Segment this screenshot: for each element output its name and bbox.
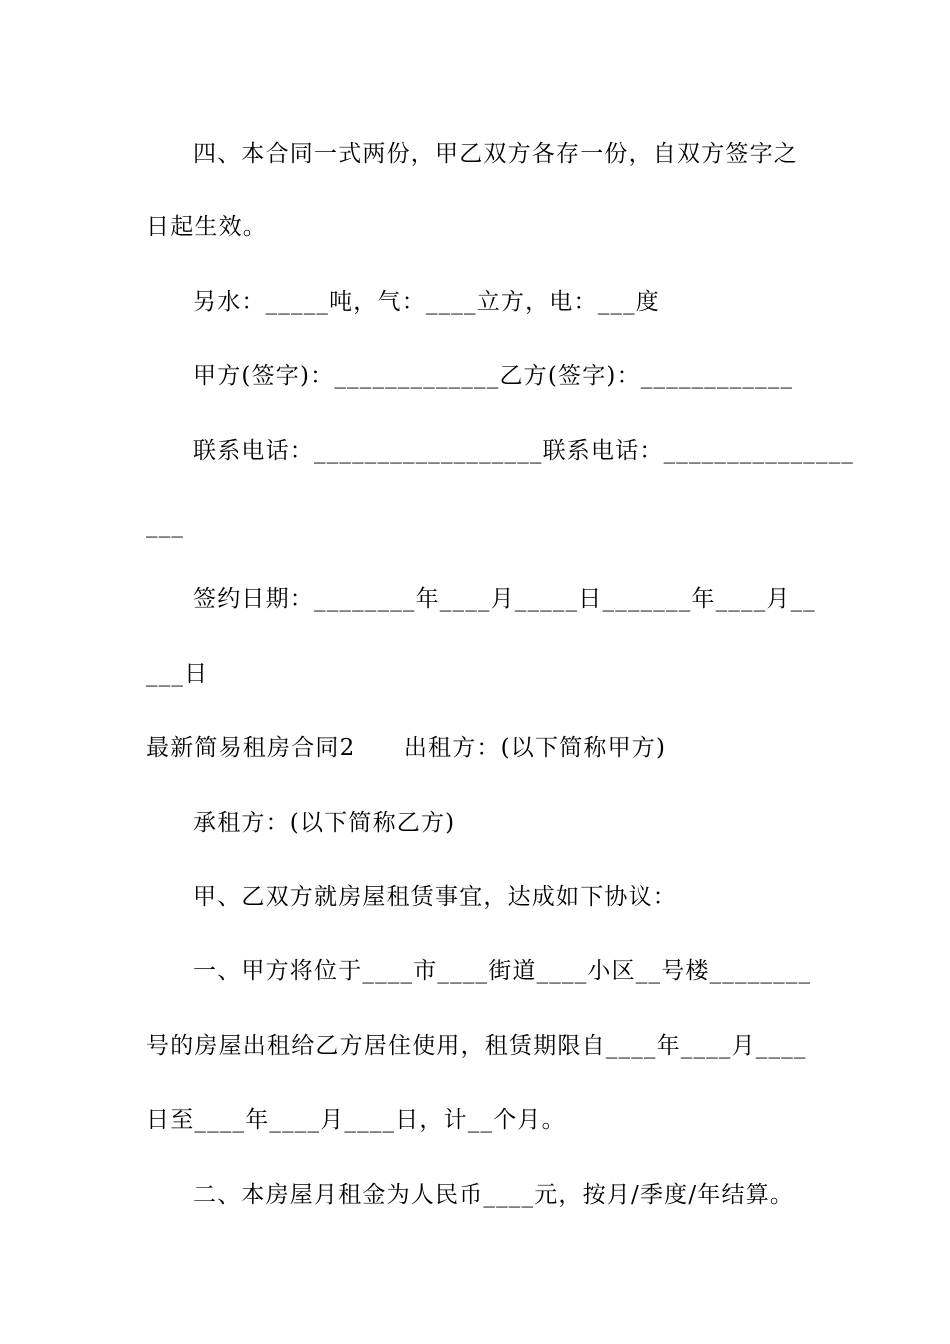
phone-line-continued: ___: [146, 512, 185, 538]
contract-title-lessor-line: 最新简易租房合同2 出租方：(以下简称甲方): [146, 735, 667, 761]
utilities-line: 另水：_____吨，气：____立方，电：___度: [193, 289, 660, 315]
lessee-line: 承租方：(以下简称乙方): [193, 810, 456, 836]
clause-four-line-1: 四、本合同一式两份，甲乙双方各存一份，自双方签字之: [193, 141, 798, 167]
clause-one-line-3: 日至____年____月____日，计__个月。: [146, 1107, 566, 1133]
clause-four-line-2: 日起生效。: [146, 214, 267, 240]
clause-one-line-2: 号的房屋出租给乙方居住使用，租赁期限自____年____月____: [146, 1033, 807, 1059]
signing-date-line: 签约日期：________年____月_____日_______年____月__: [193, 586, 816, 612]
signing-date-line-continued: ___日: [146, 661, 209, 687]
clause-one-line-1: 一、甲方将位于____市____街道____小区__号楼________: [193, 958, 812, 984]
agreement-intro-line: 甲、乙双方就房屋租赁事宜，达成如下协议：: [193, 884, 677, 910]
clause-two-line: 二、本房屋月租金为人民币____元，按月/季度/年结算。: [193, 1182, 795, 1208]
phone-line: 联系电话：__________________联系电话：_______________: [193, 438, 855, 464]
signature-line: 甲方(签字)：_____________乙方(签字)：____________: [193, 363, 794, 389]
